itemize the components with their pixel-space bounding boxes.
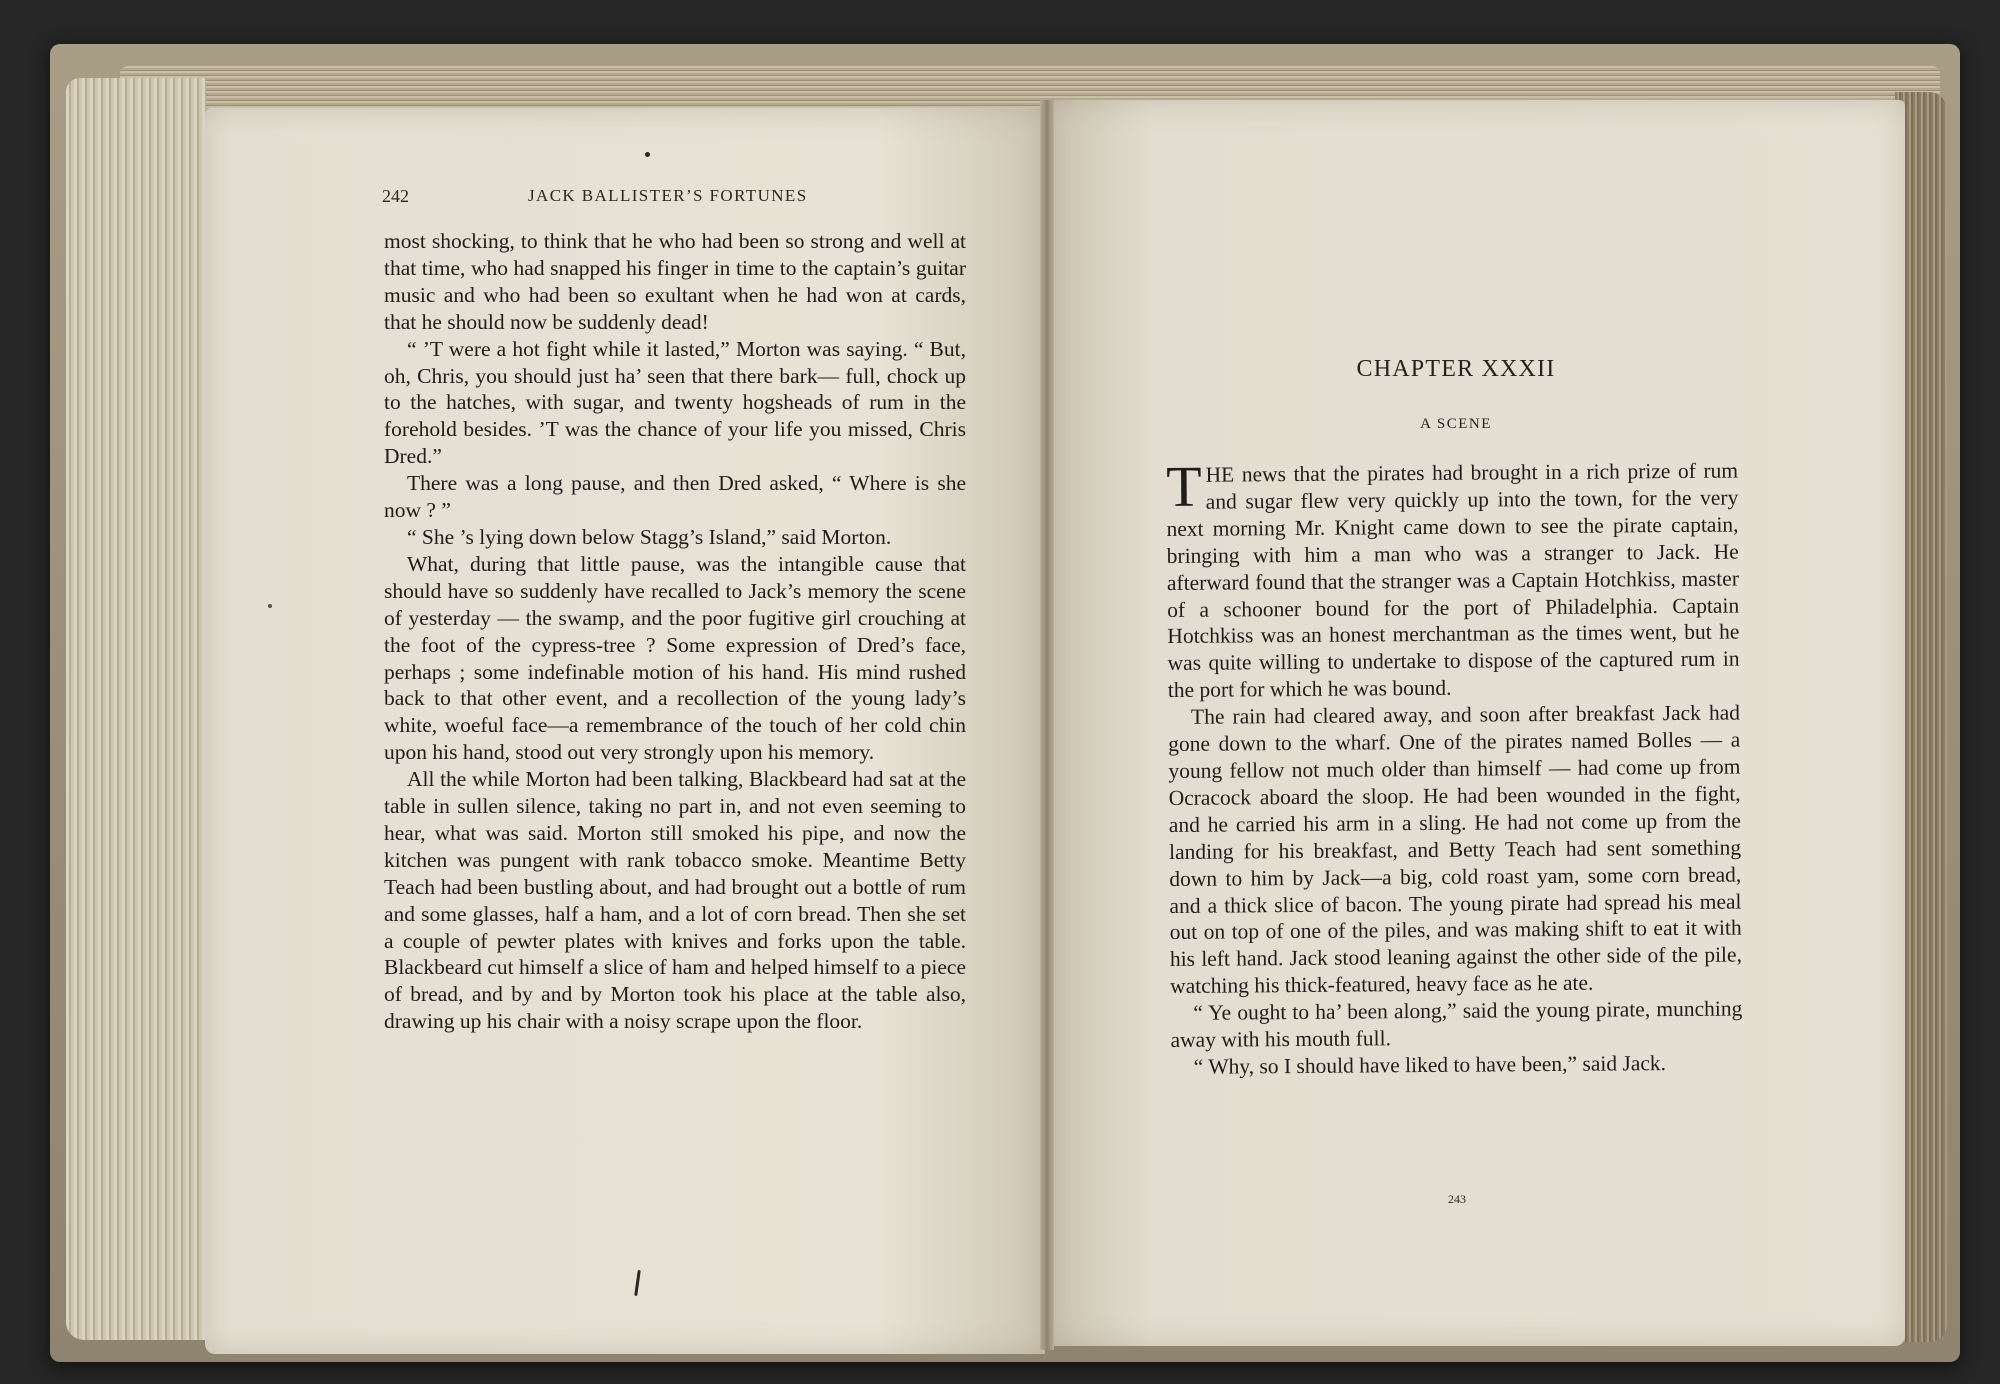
right-page-text: [1165, 453, 1743, 1081]
paragraph: “ She ’s lying down below Stagg’s Island,” said Morton.: [407, 524, 892, 549]
paragraph: The rain had cleared away, and soon after breakfast Jack had gone down to the wharf. One of the pirates named Bolles — a young fellow not much older than himself — had come up from Ocracock aboard the sloop. He had been wounded in the fight, and he carried his arm in a sling. He had not come up from the landing for his breakfast, and Betty Teach had sent something down to him by Jack—a big, cold roast yam, some corn bread, and a thick slice of bacon. The young pirate had spread his meal out on top of one of the piles, and was making shift to eat it with his left hand. Jack stood leaning against the other side of the pile, watching his thick-featured, heavy face as he ate.: [1168, 700, 1742, 999]
paragraph: There was a long pause, and then Dred asked, “ Where is she now ? ”: [384, 471, 966, 523]
paragraph: All the while Morton had been talking, Blackbeard had sat at the table in sullen silence, taking no part in, and not even seeming to hear, what was said. Morton still smoked his pipe, and now the kitchen was pungent with rank tobacco smoke. Meantime Betty Teach had been bustling about, and had brought out a bottle of rum and some glasses, half a ham, and a lot of corn bread. Then she set a couple of pewter plates with knives and forks upon the table. Blackbeard cut himself a slice of ham and helped himself to a piece of bread, and by and by Morton took his place at the table also, drawing up his chair with a noisy scrape upon the floor.: [384, 767, 966, 1034]
paragraph: “ ’T were a hot fight while it lasted,” Morton was saying. “ But, oh, Chris, you should just ha’ seen that there bark— full, chock up to the hatches, with sugar, and twenty hogsheads of rum in the forehold besides. ’T was the chance of your life you missed, Chris Dred.”: [384, 336, 966, 469]
chapter-title: CHAPTER XXXII: [1356, 356, 1556, 382]
paragraph: What, during that little pause, was the intangible cause that should have so suddenly have recalled to Jack’s memory the scene of yesterday — the swamp, and the poor fugitive girl crouching at the foot of the cypress-tree ? Some expression of Dred’s face, perhaps ; some indefinable motion of his hand. His mind rushed back to that other event, and a recollection of the young lady’s white, woeful face—a remembrance of the touch of her cold chin upon his hand, stood out very strongly upon his memory.: [384, 551, 966, 765]
paragraph-opening: [1165, 453, 1740, 705]
drop-cap: T: [1165, 453, 1202, 519]
paragraph: “ Why, so I should have liked to have been,” said Jack.: [1193, 1051, 1667, 1079]
page-number-left: 242: [382, 186, 409, 206]
paragraph: most shocking, to think that he who had been so strong and well at that time, who had snapped his finger in time to the captain’s guitar music and who had been so exultant when he had won at cards, that he should now be suddenly dead!: [384, 229, 966, 334]
page-number-right: 243: [1448, 1192, 1466, 1206]
running-head-title: JACK BALLISTER’S FORTUNES: [528, 186, 808, 205]
page-edges-left: [66, 78, 206, 1340]
paragraph: “ Ye ought to ha’ been along,” said the young pirate, munching away with his mouth full.: [1170, 996, 1743, 1053]
book-gutter: [1040, 100, 1054, 1350]
chapter-subtitle: A SCENE: [1420, 416, 1492, 432]
ink-dot: [645, 152, 650, 157]
opening-text: HE news that the pirates had brought in a rich prize of rum and sugar flew very quickly up into the town, for the very next morning Mr. Knight came down to see the pirate captain, bringing with him a man who was a stranger to Jack. He afterward found that the stranger was a Captain Hotchkiss, master of a schooner bound for the port of Philadelphia. Captain Hotchkiss was an honest merchantman as the times went, but he was quite willing to undertake to dispose of the captured rum in the port for which he was bound.: [1166, 458, 1740, 703]
left-page-text: [384, 228, 966, 1035]
ink-dot: [268, 604, 272, 608]
